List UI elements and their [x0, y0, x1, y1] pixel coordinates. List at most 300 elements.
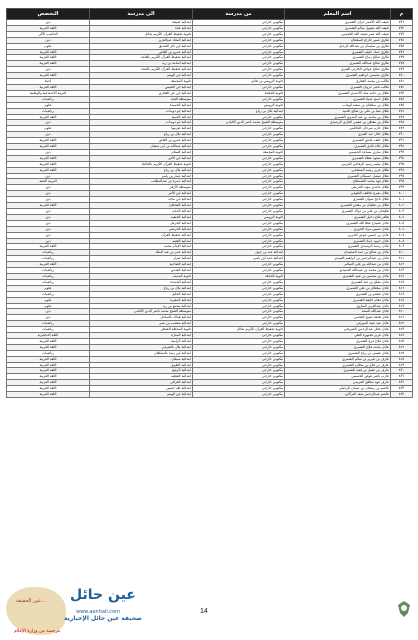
cell-number: ٨٢٩: [391, 362, 413, 368]
cell-specialization: اللغة العربية: [7, 167, 90, 173]
cell-number: ٧٧٨: [391, 61, 413, 67]
cell-from-school: مكتوبي خارجي: [193, 380, 285, 386]
cell-from-school: مكتوبي خارجي: [193, 167, 285, 173]
cell-from-school: مكتوبي خارجي: [193, 191, 285, 197]
cell-number: ٧٩٧: [391, 173, 413, 179]
cell-number: ٨١٢: [391, 262, 413, 268]
cell-specialization: علوم: [7, 43, 90, 49]
cell-number: ٧٩٤: [391, 155, 413, 161]
cell-teacher-name: عادل غزيز عجيهرة العلي: [285, 333, 391, 339]
cell-from-school: مكتوبي خارجي: [193, 155, 285, 161]
cell-specialization: علوم: [7, 126, 90, 132]
cell-from-school: مكتوبي خارجي: [193, 73, 285, 79]
cell-from-school: مكتوبي خارجي: [193, 144, 285, 150]
cell-specialization: دين: [7, 37, 90, 43]
cell-teacher-name: طلال مقرع عاطف الطوفي: [285, 191, 391, 197]
cell-to-school: ابتدائية الحرملي: [90, 226, 193, 232]
cell-teacher-name: طالب ناصر حزوان الشمري: [285, 84, 391, 90]
cell-to-school: ابتدائية الدبابه: [90, 209, 193, 215]
cell-specialization: الحاسب الآلي: [7, 31, 90, 37]
cell-from-school: متوسطة الشيخ محمد ناصر الدين الالباني: [193, 120, 285, 126]
cell-to-school: ابتدائية حمزة بن عبدالمطلب: [90, 179, 193, 185]
cell-teacher-name: عادل محمد فلاح الشمري: [285, 344, 391, 350]
cell-teacher-name: طارق عمير جازاع السلطان: [285, 37, 391, 43]
cell-number: ٨٠٠: [391, 191, 413, 197]
table-body: [7, 20, 413, 398]
cell-number: ٧٧٥: [391, 43, 413, 49]
cell-specialization: رياضيات: [7, 96, 90, 102]
cell-to-school: ابتدائية هداك بالساحل: [90, 315, 193, 321]
cell-to-school: متوسطة الأزهر: [90, 185, 193, 191]
cell-number: ٨١٨: [391, 297, 413, 303]
cell-teacher-name: عادل عجل عبدالرحمن الصريخي: [285, 327, 391, 333]
cell-number: ٨١٦: [391, 285, 413, 291]
cell-teacher-name: طلال ساري مساعد الحسيني: [285, 149, 391, 155]
cell-number: ٨١٣: [391, 268, 413, 274]
cell-number: ٨٠٥: [391, 220, 413, 226]
cell-teacher-name: طلال ناجح سوان الشمري: [285, 197, 391, 203]
cell-teacher-name: طارق صالح عواض الحارثي العنزي: [285, 67, 391, 73]
cell-specialization: اللغة العربية: [7, 155, 90, 161]
cell-specialization: علوم: [7, 285, 90, 291]
cell-teacher-name: طلال بن حامد مناد الأحمدي الشمري: [285, 90, 391, 96]
cell-from-school: ثانوية الحجلة: [193, 273, 285, 279]
cell-number: ٨٠٢: [391, 203, 413, 209]
cell-teacher-name: طلال بن مقطن بن عقيبي الغازي الرشيدي: [285, 120, 391, 126]
cell-specialization: اللغة العربية: [7, 55, 90, 61]
cell-to-school: ابتدائية الشاطئ: [90, 203, 193, 209]
cell-to-school: ثانوية المحطة الشطر: [90, 327, 193, 333]
cell-number: ٨٢٧: [391, 350, 413, 356]
cell-to-school: ابتدائية ضرمها: [90, 126, 193, 132]
cell-from-school: مكتوبي خارجي: [193, 203, 285, 209]
cell-number: ٨٣١: [391, 374, 413, 380]
cell-teacher-name: طلال حمود صياد الشمري: [285, 96, 391, 102]
cell-to-school: متوسطة الشيخ محمد ناصر الدين الألباني: [90, 309, 193, 315]
cell-specialization: دين: [7, 67, 90, 73]
column-header-teacher-name: اسم المعلم: [285, 9, 391, 20]
cell-number: ٧٧٤: [391, 37, 413, 43]
column-header-to-school: الى مدرسة: [90, 9, 193, 20]
cell-teacher-name: عادل هدهد صبيح العجمي: [285, 315, 391, 321]
table-header-row: [7, 9, 413, 20]
cell-specialization: اللغة العربية: [7, 362, 90, 368]
map-silhouette-icon: [6, 587, 66, 635]
cell-number: ٧٧٣: [391, 31, 413, 37]
cell-to-school: ابتدائية السلام: [90, 149, 193, 155]
cell-teacher-name: عادل بن محمد بن عبيدالله الحميدي: [285, 268, 391, 274]
cell-teacher-name: ظافر فلاح دخيل الشمري: [285, 214, 391, 220]
cell-number: ٧٧١: [391, 20, 413, 26]
cell-to-school: ابتدائية العقبه: [90, 238, 193, 244]
cell-number: ٧٨٠: [391, 73, 413, 79]
cell-to-school: ابتدائية ابو دويدات: [90, 108, 193, 114]
cell-to-school: ابتدائية المعيرة: [90, 297, 193, 303]
cell-from-school: مكتوبي خارجي: [193, 226, 285, 232]
cell-from-school: مكتوبي خارجي: [193, 374, 285, 380]
cell-from-school: ثانوية الرويس: [193, 214, 285, 220]
cell-specialization: اللغة العربية: [7, 84, 90, 90]
cell-specialization: دين: [7, 309, 90, 315]
cell-teacher-name: عاصم بن رمضان بن سبيان الرحيلي: [285, 386, 391, 392]
teacher-transfer-table-sheet: [6, 8, 412, 398]
cell-from-school: مكتوبي خارجي: [193, 338, 285, 344]
cell-to-school: ابتدائية المبارة: [90, 333, 193, 339]
cell-specialization: اللغة العربية: [7, 25, 90, 31]
cell-teacher-name: عادل بن صالح بن حمد السليمان: [285, 250, 391, 256]
cell-number: ٨٠١: [391, 197, 413, 203]
cell-specialization: دين: [7, 226, 90, 232]
cell-specialization: اللغة العربية: [7, 262, 90, 268]
cell-to-school: ابتدائية الحميدة: [90, 102, 193, 108]
cell-to-school: ابتدائية عمار بن ياسر: [90, 173, 193, 179]
cell-to-school: ابتدائية قناه: [90, 25, 193, 31]
cell-from-school: مكتوبي خارجي: [193, 344, 285, 350]
cell-from-school: مكتوبي خارجي: [193, 96, 285, 102]
cell-from-school: مكتوبي خارجي: [193, 262, 285, 268]
cell-specialization: احياء: [7, 79, 90, 85]
logo-license-note: مرخصة من وزارة الإعلام: [14, 629, 61, 634]
cell-from-school: مكتوبي خارجي: [193, 25, 285, 31]
cell-teacher-name: طارق صالح عبدالله الشمري: [285, 61, 391, 67]
cell-teacher-name: طلال حازم سرحان الجلاليني: [285, 126, 391, 132]
cell-number: ٨٢٠: [391, 309, 413, 315]
cell-to-school: ابتدائية ابن رشد بالسلطان: [90, 350, 193, 356]
cell-from-school: مكتوبي خارجي: [193, 114, 285, 120]
cell-to-school: ابتدائية مجمع بن زيد: [90, 303, 193, 309]
cell-specialization: رياضيات: [7, 279, 90, 285]
cell-teacher-name: عادل صنيدح عطا الله الشمري: [285, 220, 391, 226]
cell-to-school: ابتدائية الرامية: [90, 338, 193, 344]
cell-to-school: ابتدائية عبدالله بن ابي سفيان: [90, 144, 193, 150]
cell-number: ٨٣٤: [391, 392, 413, 398]
cell-from-school: مكتوبي خارجي: [193, 303, 285, 309]
cell-from-school: مكتوبي خارجي: [193, 356, 285, 362]
cell-specialization: اللغة العربية: [7, 392, 90, 398]
cell-specialization: اللغة العربية: [7, 374, 90, 380]
cell-teacher-name: طلال بن سلطان بن سعيد الهداب: [285, 102, 391, 108]
cell-specialization: اللغة العربية: [7, 356, 90, 362]
cell-teacher-name: عارف بن ضرير بن سالم الشمري: [285, 356, 391, 362]
cell-specialization: دين: [7, 173, 90, 179]
cell-teacher-name: طالب بن محمد العقاري: [285, 79, 391, 85]
cell-number: ٨٠٧: [391, 232, 413, 238]
cell-specialization: اللغة العربية: [7, 49, 90, 55]
cell-to-school: ابتدائية معصب بن عمر: [90, 321, 193, 327]
cell-specialization: رياضيات: [7, 256, 90, 262]
cell-number: ٨٠٩: [391, 244, 413, 250]
cell-to-school: ابتدائية تحفيظ القرآن: [90, 232, 193, 238]
cell-specialization: علوم: [7, 102, 90, 108]
cell-from-school: ثانوية الرويس: [193, 102, 285, 108]
cell-to-school: ثانوية المجمعة: [90, 79, 193, 85]
cell-specialization: رياضيات: [7, 268, 90, 274]
cell-to-school: ابتدائية الطويل: [90, 362, 193, 368]
cell-to-school: ابتدائية ابن النفيس: [90, 84, 193, 90]
cell-from-school: مكتوبي خارجي: [193, 315, 285, 321]
cell-teacher-name: ضيف الله عمر ضيف الله العجيمي: [285, 31, 391, 37]
cell-to-school: ابتدائية الحرمل: [90, 220, 193, 226]
cell-to-school: ابتدائية الغزالي: [90, 380, 193, 386]
cell-to-school: ابتدائية الرفيع: [90, 368, 193, 374]
cell-from-school: مكتوبي خارجي: [193, 49, 285, 55]
cell-teacher-name: عادل بن حسين عوض الحربي: [285, 232, 391, 238]
cell-from-school: مكتوبي خارجي: [193, 268, 285, 274]
cell-number: ٧٩٨: [391, 179, 413, 185]
cell-number: ٨٢٨: [391, 356, 413, 362]
cell-number: ٨١٥: [391, 279, 413, 285]
cell-from-school: مكتوبي خارجي: [193, 368, 285, 374]
cell-teacher-name: طلال بن محمد بن عيد المدوي الشمري: [285, 114, 391, 120]
cell-teacher-name: عادل بن عبدالرحمن بن ابراهيم العبيدي: [285, 256, 391, 262]
cell-from-school: مكتوبي خارجي: [193, 132, 285, 138]
table-row: [7, 392, 413, 398]
cell-number: ٨٠٦: [391, 226, 413, 232]
cell-number: ٧٨٢: [391, 84, 413, 90]
cell-teacher-name: طارق حماد خليف الشمري: [285, 49, 391, 55]
cell-specialization: اللغة العربية: [7, 386, 90, 392]
cell-number: ٨٢١: [391, 315, 413, 321]
cell-to-school: ابتدائية ابن عن الغفاري: [90, 90, 193, 96]
cell-to-school: ابتدائية عمر بن عبد الملك: [90, 250, 193, 256]
cell-number: ٧٩٣: [391, 149, 413, 155]
cell-teacher-name: طلال سعود عقلاء الشمري: [285, 155, 391, 161]
cell-number: ٨٢٣: [391, 327, 413, 333]
cell-to-school: ابتدائية الملك عبدالعزيز: [90, 37, 193, 43]
cell-specialization: اللغة العربية: [7, 144, 90, 150]
cell-from-school: مكتوبي خارجي: [193, 67, 285, 73]
cell-teacher-name: طلال سليم رشيد الرفاعي العريبي: [285, 161, 391, 167]
cell-from-school: ثانوية المجمعة: [193, 149, 285, 155]
cell-from-school: مكتوبي خارجي: [193, 362, 285, 368]
cell-specialization: اللغة العربية: [7, 73, 90, 79]
cell-number: ٧٨٣: [391, 90, 413, 96]
logo-brand-text: عين حائل: [70, 587, 136, 603]
cell-teacher-name: ضيف الله الأعمر جزان الشمري: [285, 20, 391, 26]
cell-teacher-name: طلال فهد محمد الشمطاع: [285, 179, 391, 185]
cell-from-school: مكتوبي خارجي: [193, 173, 285, 179]
teacher-transfer-table: [6, 8, 413, 398]
ministry-emblem-icon: [396, 600, 412, 618]
cell-from-school: مكتوبي خارجي: [193, 297, 285, 303]
cell-specialization: علوم: [7, 303, 90, 309]
cell-teacher-name: طلال خلال حيد العنزي: [285, 132, 391, 138]
cell-number: ٨٣٢: [391, 380, 413, 386]
cell-number: ٧٧٦: [391, 49, 413, 55]
cell-to-school: ابتدائية بلال بن رباح: [90, 285, 193, 291]
cell-from-school: مكتوبي خارجي: [193, 386, 285, 392]
cell-number: ٧٧٧: [391, 55, 413, 61]
cell-specialization: اللغة العربية: [7, 203, 90, 209]
cell-number: ٨١٧: [391, 291, 413, 297]
cell-specialization: رياضيات: [7, 350, 90, 356]
cell-teacher-name: طلال فيصل حسيكان الشمري: [285, 173, 391, 179]
cell-specialization: اللغة العربية: [7, 61, 90, 67]
cell-from-school: مكتوبي خارجي: [193, 84, 285, 90]
cell-teacher-name: طليحان بن علي بن دواك الشمري: [285, 209, 391, 215]
cell-teacher-name: عادل بن عبدالله بن علي السالم: [285, 262, 391, 268]
newspaper-logo: [6, 585, 156, 637]
cell-number: ٨٣٣: [391, 386, 413, 392]
cell-specialization: التربية الفنية: [7, 179, 90, 185]
cell-to-school: ابتدائية الإمام محمد: [90, 244, 193, 250]
cell-teacher-name: عادل ضفدو بن الشمري: [285, 291, 391, 297]
cell-to-school: ابتدائية بلال بن رباح: [90, 132, 193, 138]
cell-teacher-name: عارف بن عقيل بن قعيد الشمري: [285, 368, 391, 374]
cell-specialization: اللغة الانجليزية: [7, 333, 90, 339]
cell-from-school: مكتوبي خارجي: [193, 333, 285, 339]
cell-specialization: اللغة العربية: [7, 244, 90, 250]
cell-number: ٧٨٨: [391, 120, 413, 126]
cell-teacher-name: عادل عبدالله السعد: [285, 309, 391, 315]
cell-from-school: مكتوبي خارجي: [193, 209, 285, 215]
cell-specialization: دين: [7, 232, 90, 238]
cell-specialization: دين: [7, 214, 90, 220]
cell-teacher-name: عازب ناصر عوض الحسيني: [285, 374, 391, 380]
cell-number: ٨٠٨: [391, 238, 413, 244]
cell-to-school: ابتدائية العطيه: [90, 374, 193, 380]
cell-from-school: مكتوبي خارجي: [193, 31, 285, 37]
logo-website: www.aenhail.com: [76, 609, 120, 615]
cell-from-school: مكتوبي خارجي: [193, 126, 285, 132]
cell-from-school: ثانوية تحفيظ القرآن الكريم بحائل: [193, 327, 285, 333]
cell-from-school: مكتوبي خارجي: [193, 43, 285, 49]
cell-to-school: ابتدائية تحفيظ القرآن الكريم بالقاعد: [90, 55, 193, 61]
cell-specialization: رياضيات: [7, 108, 90, 114]
cell-from-school: ثانوية الرويس بن هادي: [193, 79, 285, 85]
cell-number: ٨١١: [391, 256, 413, 262]
cell-number: ٨١٩: [391, 303, 413, 309]
cell-specialization: اللغة العربية: [7, 368, 90, 374]
cell-teacher-name: طلال ماجدي مؤيد الحرملي: [285, 185, 391, 191]
cell-from-school: مكتوبي خارجي: [193, 309, 285, 315]
cell-teacher-name: عادل فلاح فرغ الشمري: [285, 338, 391, 344]
cell-teacher-name: عادل بن محسن بن عبيد الشمري: [285, 273, 391, 279]
cell-from-school: مكتوبي خارجي: [193, 197, 285, 203]
cell-from-school: مكتوبي خارجي: [193, 350, 285, 356]
cell-to-school: ابتدائية ضرار: [90, 256, 193, 262]
cell-from-school: ابتدائية حمد ابن ياسر: [193, 256, 285, 262]
cell-number: ٨٢٢: [391, 321, 413, 327]
cell-teacher-name: طارق محيسن ابراهيم الشمري: [285, 73, 391, 79]
cell-teacher-name: عاصم عبدالرحمن سعد التركاني: [285, 392, 391, 398]
cell-teacher-name: عادل رشيد الرشيدي الشمري: [285, 244, 391, 250]
cell-to-school: ابتدائية ابن نكر الصديق: [90, 43, 193, 49]
cell-from-school: ثانوية الجعجة: [193, 90, 285, 96]
cell-specialization: دين: [7, 315, 90, 321]
cell-from-school: مكتوبي خارجي: [193, 37, 285, 43]
cell-to-school: ابتدائية ابن الهيثم: [90, 73, 193, 79]
cell-number: ٧٩١: [391, 138, 413, 144]
cell-from-school: ابتدائية عبد بن جوف: [193, 250, 285, 256]
cell-number: ٨٣٠: [391, 368, 413, 374]
cell-teacher-name: طلال عزيز رشيد المصلحي: [285, 167, 391, 173]
cell-from-school: ابتدائية بلال بن رباح: [193, 108, 285, 114]
cell-number: ٧٨٥: [391, 102, 413, 108]
cell-number: ٧٨٧: [391, 114, 413, 120]
cell-number: ٨١٠: [391, 250, 413, 256]
cell-number: ٧٧٩: [391, 67, 413, 73]
cell-specialization: اللغة العربية: [7, 380, 90, 386]
cell-to-school: ابتدائية ابن الأثير: [90, 155, 193, 161]
cell-number: ٨٠٣: [391, 209, 413, 215]
page-number: 14: [200, 608, 208, 615]
cell-teacher-name: عادل عيد عبيد المورقي: [285, 321, 391, 327]
cell-number: ٧٨١: [391, 79, 413, 85]
cell-from-school: مكتوبي خارجي: [193, 279, 285, 285]
cell-specialization: دين: [7, 220, 90, 226]
cell-to-school: ابتدائية أسامة بن زيد: [90, 61, 193, 67]
cell-teacher-name: طارق صالح رماح الشمري: [285, 55, 391, 61]
cell-from-school: مكتوبي خارجي: [193, 321, 285, 327]
cell-specialization: دين: [7, 149, 90, 155]
cell-to-school: ابتدائية القدس: [90, 268, 193, 274]
cell-teacher-name: ضيف الله مقبول سالم الشمري: [285, 25, 391, 31]
cell-to-school: ابتدائية ابن الهيثم: [90, 392, 193, 398]
cell-teacher-name: عادل حسين مراد الحوزي: [285, 226, 391, 232]
cell-specialization: دين: [7, 191, 90, 197]
cell-teacher-name: طلال ضبا بن علي بن صالح الحبيد: [285, 108, 391, 114]
cell-number: ٨٢٥: [391, 338, 413, 344]
cell-to-school: ابتدائية عمرو بن العاص: [90, 49, 193, 55]
cell-from-school: مكتوبي خارجي: [193, 244, 285, 250]
cell-from-school: مكتوبي خارجي: [193, 179, 285, 185]
cell-from-school: مكتوبي خارجي: [193, 220, 285, 226]
cell-to-school: ابتدائية الجديدة: [90, 279, 193, 285]
cell-specialization: رياضيات: [7, 250, 90, 256]
logo-newspaper-name: صحيفة عين حائل الإخبارية: [64, 615, 142, 622]
cell-to-school: ابتدائية بلال بالشرفي: [90, 344, 193, 350]
cell-from-school: مكتوبي خارجي: [193, 61, 285, 67]
cell-from-school: مكتوبي خارجي: [193, 392, 285, 398]
cell-to-school: ابتدائية ابن الأثير: [90, 191, 193, 197]
cell-specialization: اللغة العربية: [7, 161, 90, 167]
cell-teacher-name: عادل مفلح بن عبد الشمري: [285, 279, 391, 285]
cell-specialization: دين: [7, 132, 90, 138]
cell-to-school: ثانوية المدينه: [90, 273, 193, 279]
cell-from-school: مكتوبي خارجي: [193, 232, 285, 238]
cell-specialization: دين: [7, 120, 90, 126]
cell-number: ٧٧٢: [391, 25, 413, 31]
cell-number: ٨٠٤: [391, 214, 413, 220]
cell-from-school: مكتوبي خارجي: [193, 238, 285, 244]
cell-number: ٧٨٩: [391, 126, 413, 132]
cell-number: ٨١٤: [391, 273, 413, 279]
cell-to-school: ابتدائية الحنفيه: [90, 214, 193, 220]
cell-from-school: مكتوبي خارجي: [193, 138, 285, 144]
cell-teacher-name: عارف بن فلاح بن مطارد الشمري: [285, 362, 391, 368]
cell-to-school: ثانوية تحفيظ القرآن الكريم بحائل: [90, 31, 193, 37]
column-header-from-school: من مدرسة: [193, 9, 285, 20]
cell-specialization: اللغة العربية: [7, 138, 90, 144]
cell-number: ٧٩٠: [391, 132, 413, 138]
cell-specialization: دين: [7, 209, 90, 215]
cell-specialization: رياضيات: [7, 321, 90, 327]
cell-teacher-name: عارف فهد مطلق الفريمي: [285, 380, 391, 386]
cell-teacher-name: طارق بن سليمان بن عبدالله الرحيل: [285, 43, 391, 49]
cell-from-school: مكتوبي خارجي: [193, 20, 285, 26]
cell-teacher-name: عادل دهام خليفة الشمري: [285, 297, 391, 303]
cell-teacher-name: عادل حمود حماد الشمري: [285, 238, 391, 244]
cell-from-school: مكتوبي خارجي: [193, 285, 285, 291]
cell-to-school: متوسطة الجنة: [90, 96, 193, 102]
cell-to-school: ابتدائية سيفان: [90, 356, 193, 362]
cell-to-school: ثانوية تحفيظ القرآن الكريم بالحائط: [90, 161, 193, 167]
cell-teacher-name: عادل عبدالعزيز المناوي: [285, 303, 391, 309]
cell-to-school: ابتدائية تحفيظ القرآن الكريم بالحجه: [90, 67, 193, 73]
cell-to-school: ابتدائية الخليل: [90, 291, 193, 297]
cell-number: ٧٨٤: [391, 96, 413, 102]
